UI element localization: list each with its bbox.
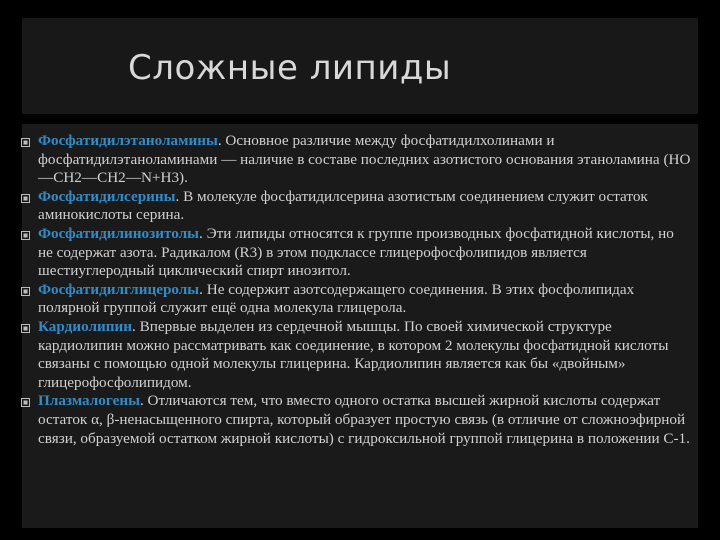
term-cardiolipin: Кардиолипин <box>38 317 133 335</box>
term-plasmalogens: Плазмалогены <box>38 392 140 410</box>
square-bullet-icon <box>21 231 30 240</box>
list-item <box>20 392 692 448</box>
list-item <box>20 225 692 281</box>
item-description: . Не содержит азотсодержащего соединения. В этих фосфолипидах полярной группой служит ещё одна молекула глицерола. <box>38 280 635 317</box>
term-phosphatidylglycerols: Фосфатидилглицеролы <box>38 280 200 298</box>
square-bullet-icon <box>21 398 30 407</box>
term-phosphatidylinositols: Фосфатидилинозитолы <box>38 224 200 242</box>
term-phosphatidylserines: Фосфатидилсерины <box>38 187 176 205</box>
square-bullet-icon <box>21 287 30 296</box>
list-item <box>20 281 692 318</box>
item-description: . Отличаются тем, что вместо одного остатка высшей жирной кислоты содержат остаток α, β-ненасыщенного спирта, который образует простую связь (в отличие от сложноэфирной связи, образуемой остатком жирной кислоты) с гидроксильной группой глицерина в положении С-1. <box>38 392 690 447</box>
square-bullet-icon <box>21 194 30 203</box>
list-item <box>20 188 692 225</box>
square-bullet-icon <box>21 138 30 147</box>
item-description: . Эти липиды относятся к группе производных фосфатидной кислоты, но не содержат азота. Радикалом (R3) в этом подклассе глицерофосфолипидов является шестиуглеродный циклический спирт инозитол. <box>38 224 674 280</box>
list-item <box>20 132 692 188</box>
item-description: . В молекуле фосфатидилсерина азотистым соединением служит остаток аминокислоты серина. <box>38 187 648 224</box>
square-bullet-icon <box>21 324 30 333</box>
slide-title: Сложные липиды <box>128 48 452 88</box>
item-description: . Впервые выделен из сердечной мышцы. По своей химической структуре кардиолипин можно рассматривать как соединение, в котором 2 молекулы фосфатидной кислоты связаны с помощью одной молекулы глицерина. Кардиолипин является как бы «двойным» глицерофосфолипидом. <box>38 317 669 391</box>
item-description: . Основное различие между фосфатидилхолинами и фосфатидилэтаноламинами — наличие в составе последних азотистого основания этаноламина (НО—СН2—СН2—N+H3). <box>38 132 691 187</box>
list-item <box>20 318 692 392</box>
term-phosphatidylethanolamines: Фосфатидилэтаноламины <box>38 132 218 149</box>
bullet-list <box>20 132 692 448</box>
